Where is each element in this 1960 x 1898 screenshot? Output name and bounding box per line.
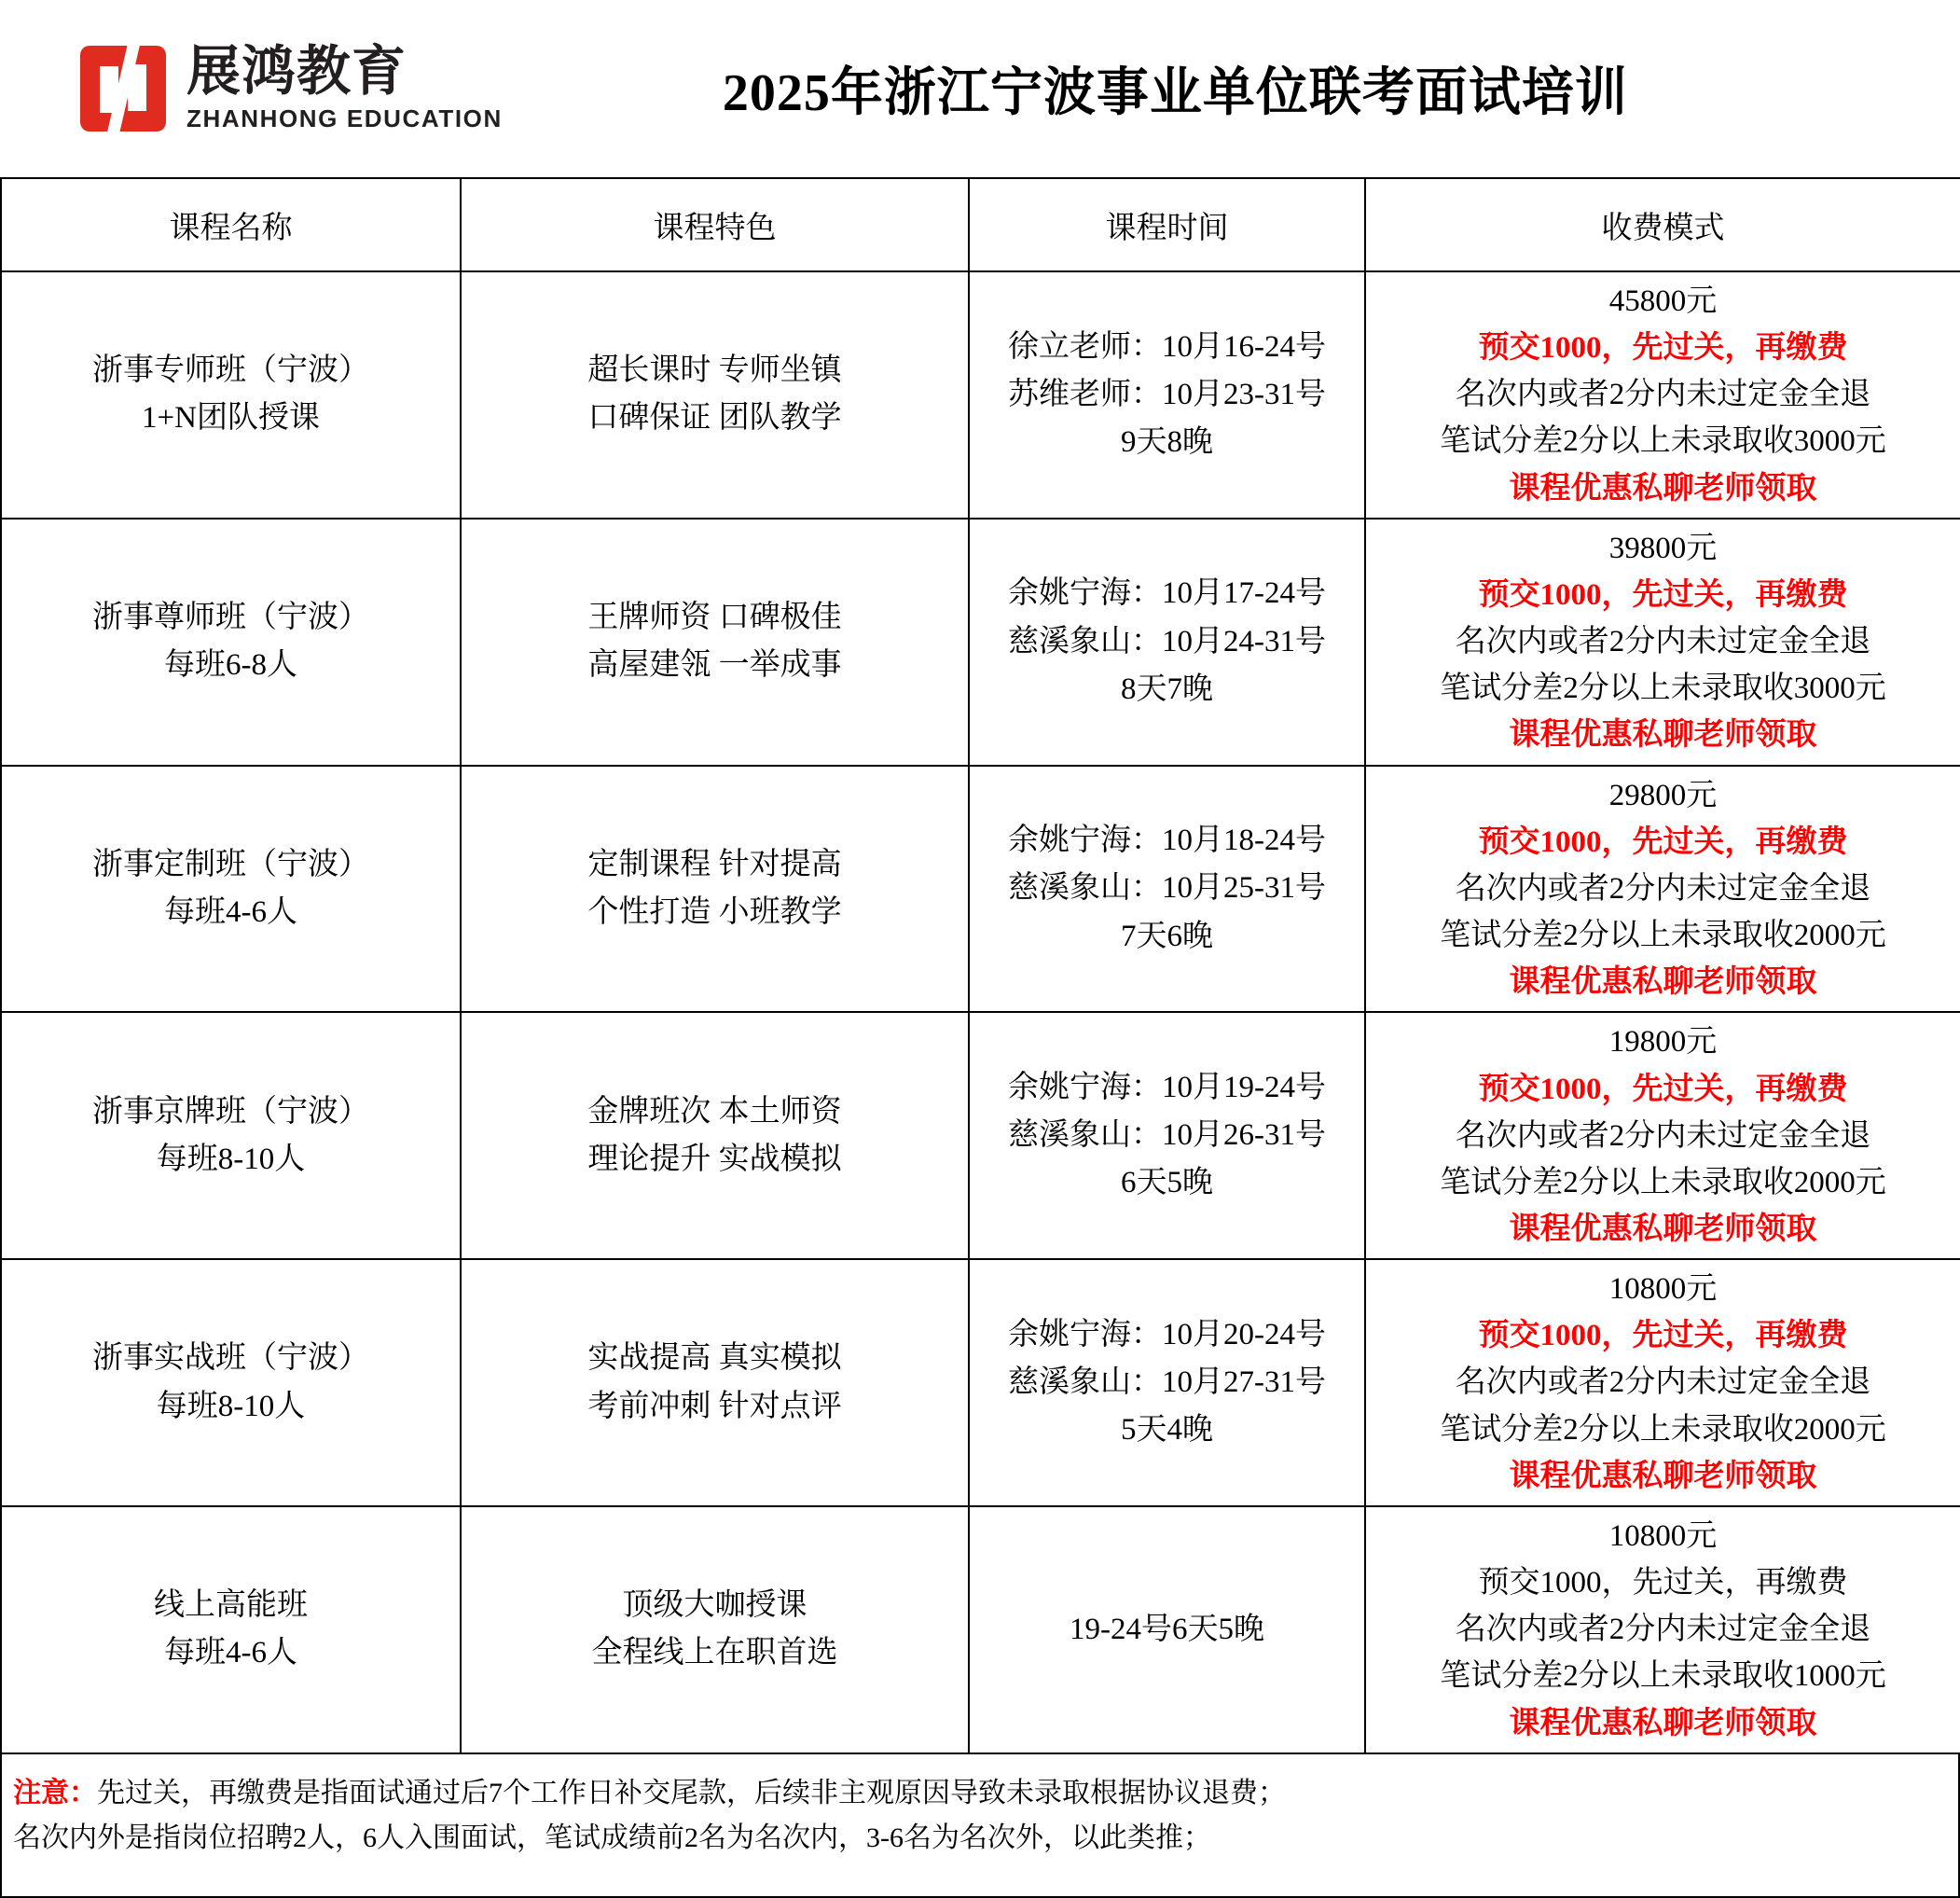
fee-mode-cell-line: 预交1000，先过关，再缴费 (1478, 1566, 1848, 1600)
fee-mode-cell-line: 名次内或者2分内未过定金全退 (1455, 378, 1871, 412)
fee-mode-cell (1365, 1506, 1960, 1753)
note-label: 注意： (13, 1777, 97, 1808)
fee-mode-cell-line: 预交1000，先过关，再缴费 (1478, 824, 1848, 859)
course-features-cell (461, 519, 969, 766)
course-time-cell-line: 8天7晚 (1121, 672, 1213, 706)
fee-mode-cell-line: 课程优惠私聊老师领取 (1509, 1212, 1817, 1246)
course-time-cell-line: 余姚宁海：10月18-24号 (1008, 824, 1326, 858)
fee-mode-cell-line: 29800元 (1608, 778, 1718, 812)
table-row (1, 1259, 1960, 1506)
course-time-cell-line: 5天4晚 (1121, 1413, 1213, 1448)
course-features-cell-line: 王牌师资 口碑极佳 (587, 601, 842, 635)
course-time-cell-line: 余姚宁海：10月20-24号 (1008, 1317, 1326, 1351)
column-header-course-name: 课程名称 (1, 178, 461, 271)
fee-mode-cell-line: 预交1000，先过关，再缴费 (1478, 1072, 1848, 1106)
course-name-cell (1, 1259, 461, 1506)
course-name-cell-line: 每班4-6人 (164, 1636, 297, 1670)
course-features-cell-line: 定制课程 针对提高 (587, 847, 842, 881)
course-features-cell-line: 实战提高 真实模拟 (587, 1341, 842, 1376)
fee-mode-cell-line: 名次内或者2分内未过定金全退 (1455, 871, 1871, 906)
fee-mode-cell-line: 预交1000，先过关，再缴费 (1478, 1319, 1848, 1353)
course-name-cell-line: 浙事专师班（宁波） (92, 353, 369, 388)
fee-mode-cell-line: 45800元 (1608, 284, 1718, 318)
course-name-cell-line: 1+N团队授课 (142, 401, 320, 436)
note-line-2: 名次内外是指岗位招聘2人，6人入围面试，笔试成绩前2名为名次内，3-6名为名次外，以此类推； (13, 1822, 1211, 1854)
fee-mode-cell-line: 预交1000，先过关，再缴费 (1478, 331, 1848, 366)
fee-mode-cell-line: 笔试分差2分以上未录取收3000元 (1440, 424, 1886, 459)
fee-mode-cell (1365, 766, 1960, 1013)
course-name-cell (1, 519, 461, 766)
fee-mode-cell-line: 名次内或者2分内未过定金全退 (1455, 1118, 1871, 1153)
fee-mode-cell-line: 预交1000，先过关，再缴费 (1478, 577, 1848, 612)
course-name-cell-line: 每班8-10人 (156, 1142, 306, 1176)
fee-mode-cell-line: 19800元 (1608, 1025, 1718, 1060)
table-row (1, 1012, 1960, 1259)
brand-name-en: ZHANHONG EDUCATION (186, 104, 503, 132)
course-features-cell-line: 金牌班次 本土师资 (587, 1094, 842, 1129)
fee-mode-cell-line: 课程优惠私聊老师领取 (1509, 718, 1817, 753)
course-features-cell-line: 考前冲刺 针对点评 (587, 1389, 842, 1423)
fee-mode-cell-line: 39800元 (1608, 531, 1718, 565)
fee-mode-cell (1365, 519, 1960, 766)
course-time-cell (969, 766, 1365, 1013)
course-features-cell (461, 271, 969, 519)
course-time-cell (969, 1259, 1365, 1506)
fee-mode-cell-line: 笔试分差2分以上未录取收1000元 (1440, 1659, 1886, 1694)
table-header-row (1, 178, 1960, 271)
fee-mode-cell-line: 课程优惠私聊老师领取 (1509, 1706, 1817, 1740)
course-time-cell-line: 19-24号6天5晚 (1070, 1612, 1264, 1646)
fee-mode-cell-line: 笔试分差2分以上未录取收2000元 (1440, 1165, 1886, 1199)
fee-mode-cell-line: 名次内或者2分内未过定金全退 (1455, 1365, 1871, 1400)
course-features-cell-line: 口碑保证 团队教学 (587, 401, 842, 436)
column-header-fee-mode: 收费模式 (1365, 178, 1960, 271)
course-time-cell (969, 1012, 1365, 1259)
note-text-1: 先过关，再缴费是指面试通过后7个工作日补交尾款，后续非主观原因导致未录取根据协议退费； (97, 1777, 1286, 1808)
fee-mode-cell-line: 10800元 (1608, 1272, 1718, 1307)
brand-logo (80, 41, 503, 133)
course-time-cell-line: 慈溪象山：10月24-31号 (1008, 624, 1326, 658)
fee-mode-cell-line: 笔试分差2分以上未录取收3000元 (1440, 672, 1886, 706)
course-time-cell-line: 徐立老师：10月16-24号 (1008, 329, 1326, 364)
course-name-cell-line: 每班4-6人 (164, 894, 297, 929)
course-name-cell-line: 线上高能班 (154, 1588, 308, 1623)
column-header-course-features: 课程特色 (461, 178, 969, 271)
course-time-cell-line: 7天6晚 (1121, 919, 1213, 953)
course-table (0, 177, 1960, 1754)
note-line-1 (13, 1771, 1949, 1817)
course-name-cell-line: 每班8-10人 (156, 1389, 306, 1423)
course-features-cell-line: 全程线上在职首选 (591, 1636, 838, 1670)
fee-mode-cell-line: 名次内或者2分内未过定金全退 (1455, 1613, 1871, 1647)
fee-mode-cell-line: 课程优惠私聊老师领取 (1509, 471, 1817, 506)
fee-mode-cell (1365, 1012, 1960, 1259)
page-title: 2025年浙江宁波事业单位联考面试培训 (722, 64, 1628, 122)
course-features-cell-line: 顶级大咖授课 (622, 1588, 807, 1623)
page-header (0, 0, 1960, 177)
course-time-cell-line: 6天5晚 (1121, 1166, 1213, 1200)
fee-mode-cell-line: 10800元 (1608, 1518, 1718, 1553)
course-time-cell-line: 余姚宁海：10月19-24号 (1008, 1071, 1326, 1105)
column-header-course-time: 课程时间 (969, 178, 1365, 271)
course-name-cell-line: 浙事京牌班（宁波） (92, 1094, 369, 1129)
course-name-cell (1, 1012, 461, 1259)
fee-mode-cell-line: 笔试分差2分以上未录取收2000元 (1440, 919, 1886, 953)
course-time-cell-line: 9天8晚 (1121, 424, 1213, 459)
course-time-cell-line: 苏维老师：10月23-31号 (1008, 377, 1326, 411)
course-features-cell (461, 1259, 969, 1506)
course-features-cell (461, 1506, 969, 1753)
table-row (1, 766, 1960, 1013)
fee-mode-cell-line: 课程优惠私聊老师领取 (1509, 965, 1817, 1000)
fee-mode-cell (1365, 1259, 1960, 1506)
course-name-cell-line: 浙事实战班（宁波） (92, 1341, 369, 1376)
fee-mode-cell-line: 笔试分差2分以上未录取收2000元 (1440, 1412, 1886, 1447)
table-row (1, 271, 1960, 519)
course-time-cell-line: 慈溪象山：10月26-31号 (1008, 1118, 1326, 1153)
brand-name-cn: 展鸿教育 (186, 41, 407, 103)
course-time-cell-line: 慈溪象山：10月27-31号 (1008, 1365, 1326, 1399)
zhanhong-logo-icon (80, 46, 166, 132)
course-time-cell-line: 慈溪象山：10月25-31号 (1008, 871, 1326, 906)
table-row (1, 1506, 1960, 1753)
footer-note (0, 1754, 1960, 1898)
course-name-cell-line: 每班6-8人 (164, 648, 297, 683)
course-features-cell (461, 766, 969, 1013)
course-name-cell-line: 浙事尊师班（宁波） (92, 601, 369, 635)
course-features-cell (461, 1012, 969, 1259)
course-name-cell (1, 271, 461, 519)
course-name-cell (1, 1506, 461, 1753)
course-time-cell-line: 余姚宁海：10月17-24号 (1008, 576, 1326, 611)
course-name-cell (1, 766, 461, 1013)
course-features-cell-line: 超长课时 专师坐镇 (587, 353, 842, 388)
course-time-cell (969, 519, 1365, 766)
course-features-cell-line: 个性打造 小班教学 (587, 894, 842, 929)
fee-mode-cell (1365, 271, 1960, 519)
course-time-cell (969, 1506, 1365, 1753)
table-row (1, 519, 1960, 766)
brand-text (186, 41, 503, 133)
fee-mode-cell-line: 名次内或者2分内未过定金全退 (1455, 625, 1871, 659)
fee-mode-cell-line: 课程优惠私聊老师领取 (1509, 1459, 1817, 1493)
course-name-cell-line: 浙事定制班（宁波） (92, 847, 369, 881)
course-features-cell-line: 高屋建瓴 一举成事 (587, 648, 842, 683)
course-time-cell (969, 271, 1365, 519)
course-features-cell-line: 理论提升 实战模拟 (587, 1142, 842, 1176)
